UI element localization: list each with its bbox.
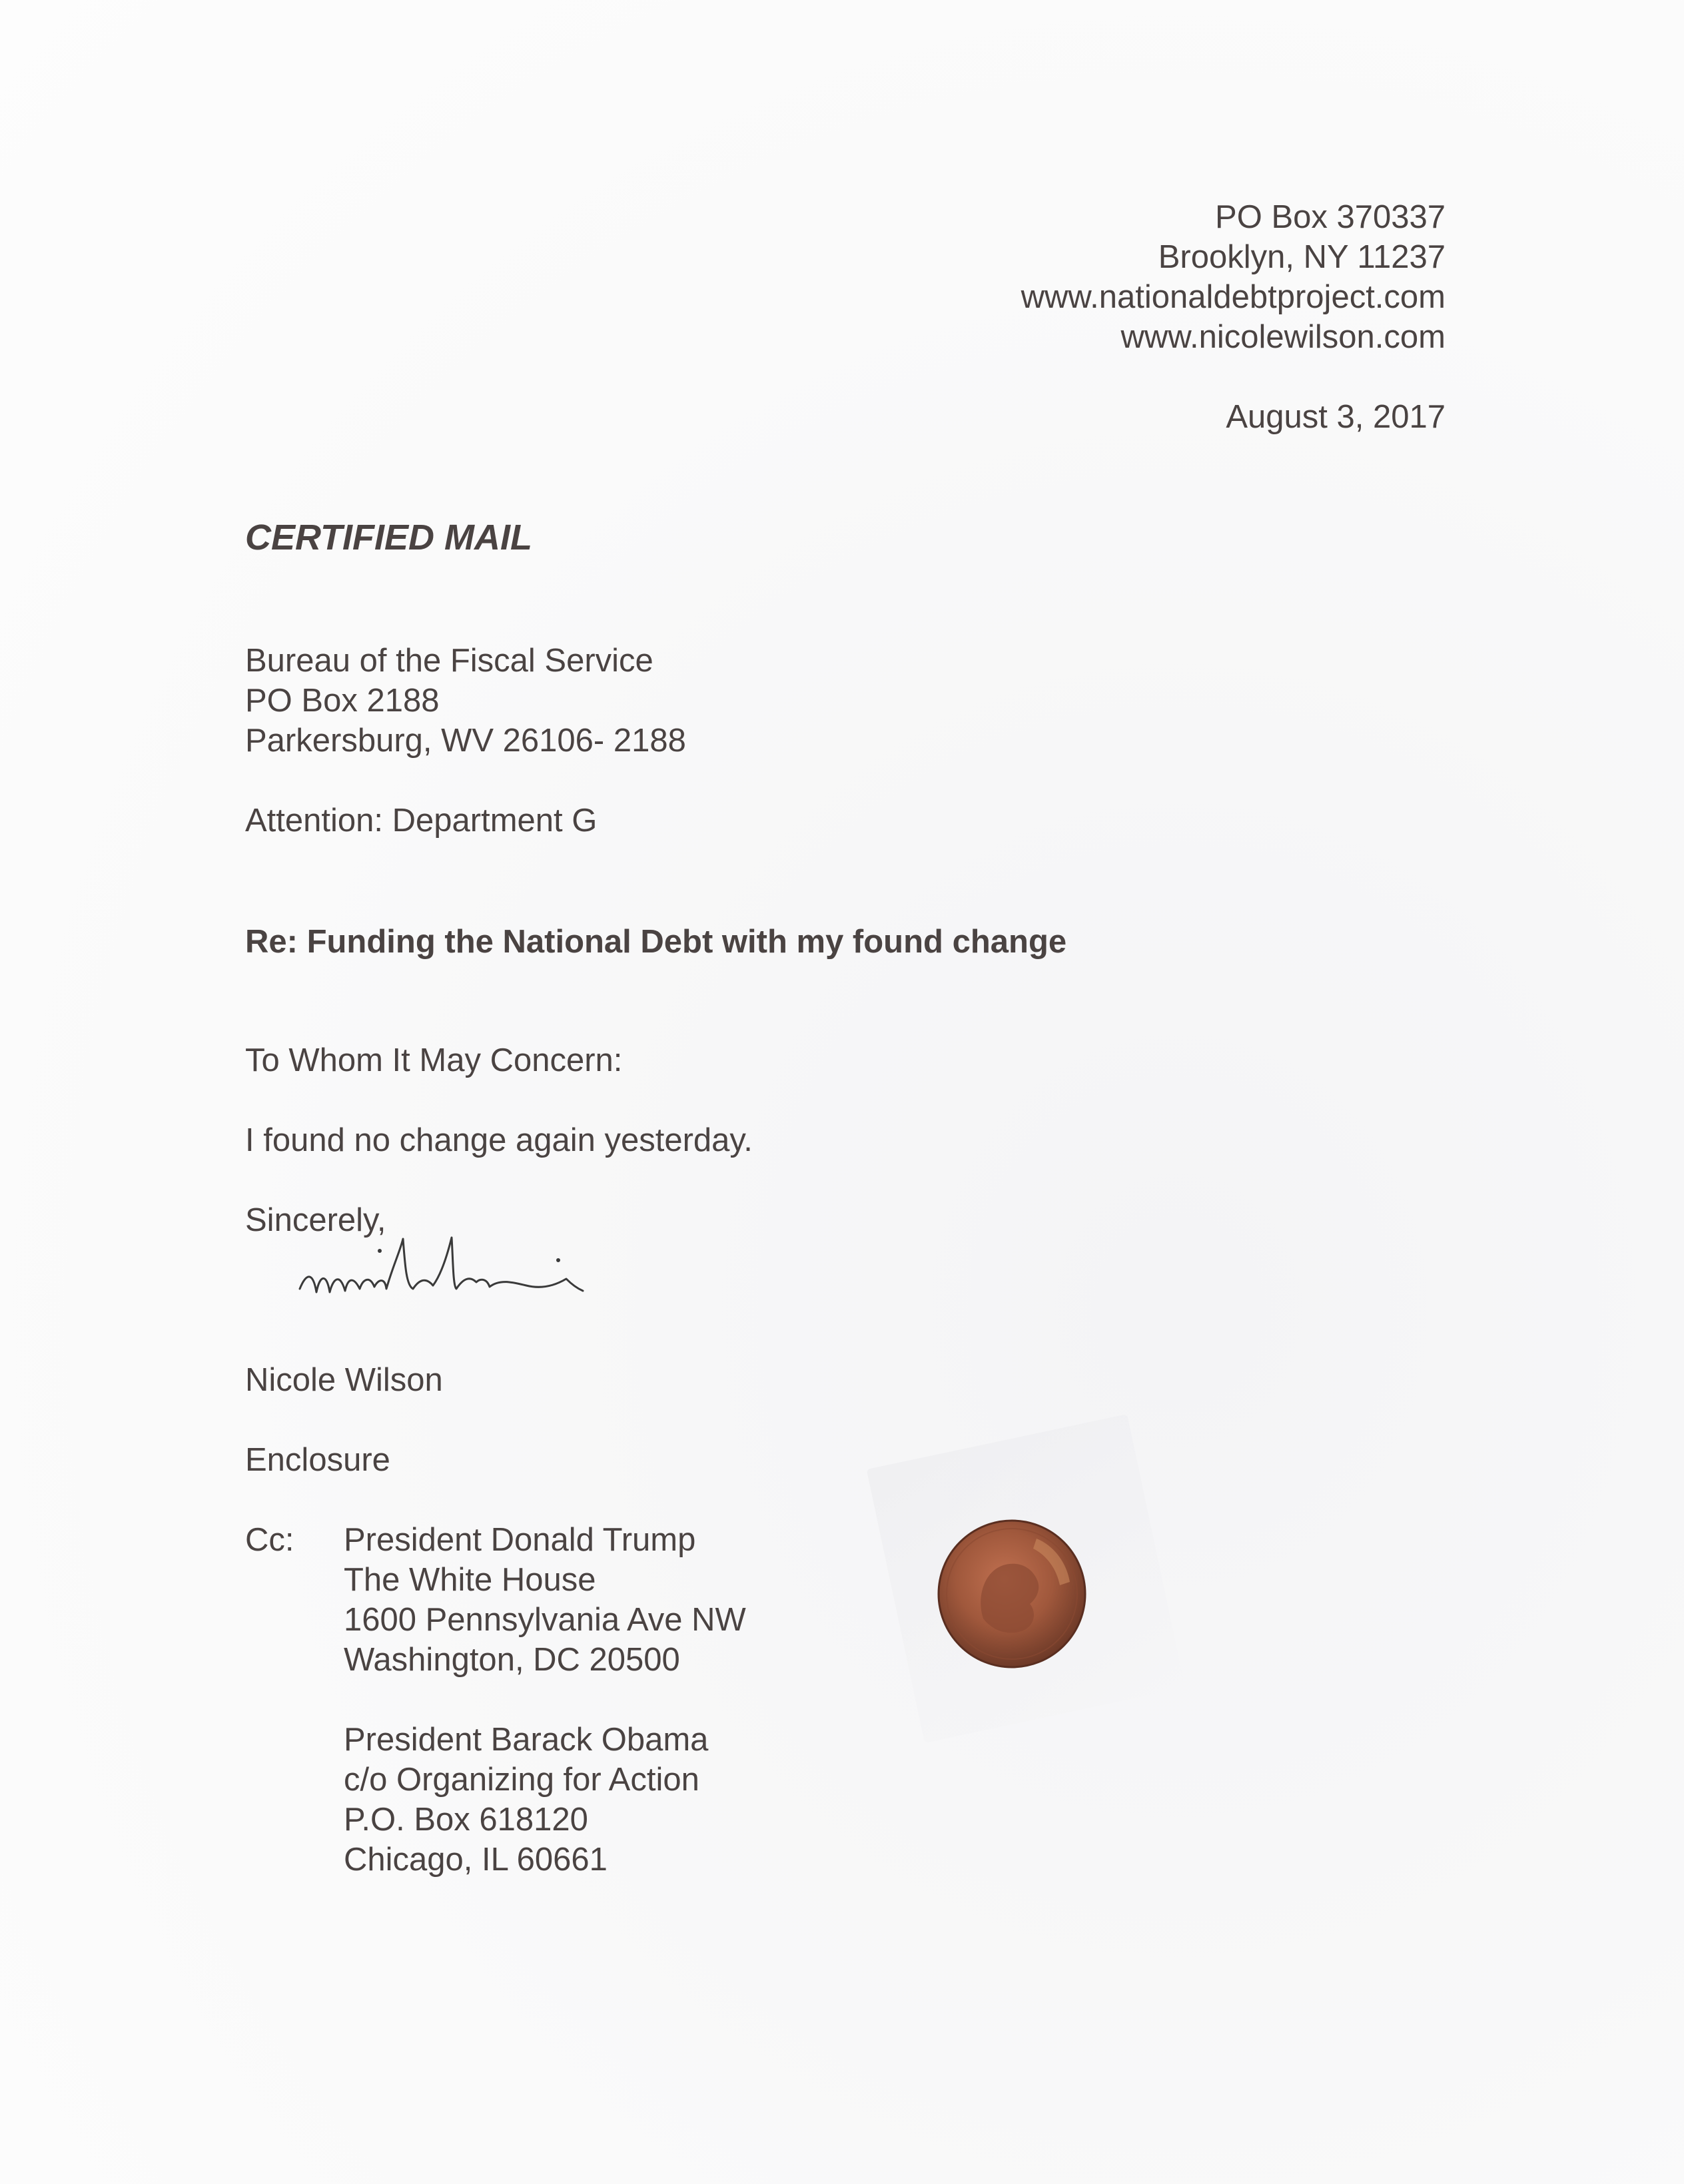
certified-mail-heading: CERTIFIED MAIL: [245, 518, 532, 557]
penny-coin: [937, 1519, 1087, 1669]
recipient-address: [245, 641, 686, 761]
cc-recipient: [344, 1720, 708, 1880]
recipient-po-box: PO Box 2188: [245, 683, 440, 719]
sender-website-1: www.nationaldebtproject.com: [1021, 279, 1446, 315]
sender-city: Brooklyn, NY 11237: [1158, 239, 1446, 275]
salutation: To Whom It May Concern:: [245, 1042, 623, 1078]
cc-recipient-city: Chicago, IL 60661: [344, 1842, 608, 1878]
cc-recipient-name: President Barack Obama: [344, 1722, 709, 1758]
cc-label: Cc:: [245, 1522, 294, 1558]
signer-name: Nicole Wilson: [245, 1362, 443, 1398]
recipient-city: Parkersburg, WV 26106- 2188: [245, 723, 686, 759]
cc-recipient: [344, 1520, 746, 1680]
cc-recipient-name: President Donald Trump: [344, 1522, 696, 1558]
signature-image: [286, 1226, 686, 1325]
cc-recipient-org: The White House: [344, 1562, 596, 1598]
cc-recipient-street: P.O. Box 618120: [344, 1802, 588, 1838]
closing: Sincerely,: [245, 1202, 386, 1238]
cc-recipient-org: c/o Organizing for Action: [344, 1762, 699, 1798]
letter-date: August 3, 2017: [1226, 399, 1446, 435]
recipient-name: Bureau of the Fiscal Service: [245, 643, 653, 679]
attention-line: Attention: Department G: [245, 803, 598, 839]
cc-recipient-city: Washington, DC 20500: [344, 1642, 680, 1678]
sender-address: [1021, 197, 1446, 357]
subject-line: Re: Funding the National Debt with my found change: [245, 924, 1067, 960]
enclosure-note: Enclosure: [245, 1442, 390, 1478]
sender-po-box: PO Box 370337: [1215, 199, 1446, 235]
cc-recipient-street: 1600 Pennsylvania Ave NW: [344, 1602, 746, 1638]
letter-body: I found no change again yesterday.: [245, 1122, 753, 1158]
sender-website-2: www.nicolewilson.com: [1120, 319, 1446, 355]
